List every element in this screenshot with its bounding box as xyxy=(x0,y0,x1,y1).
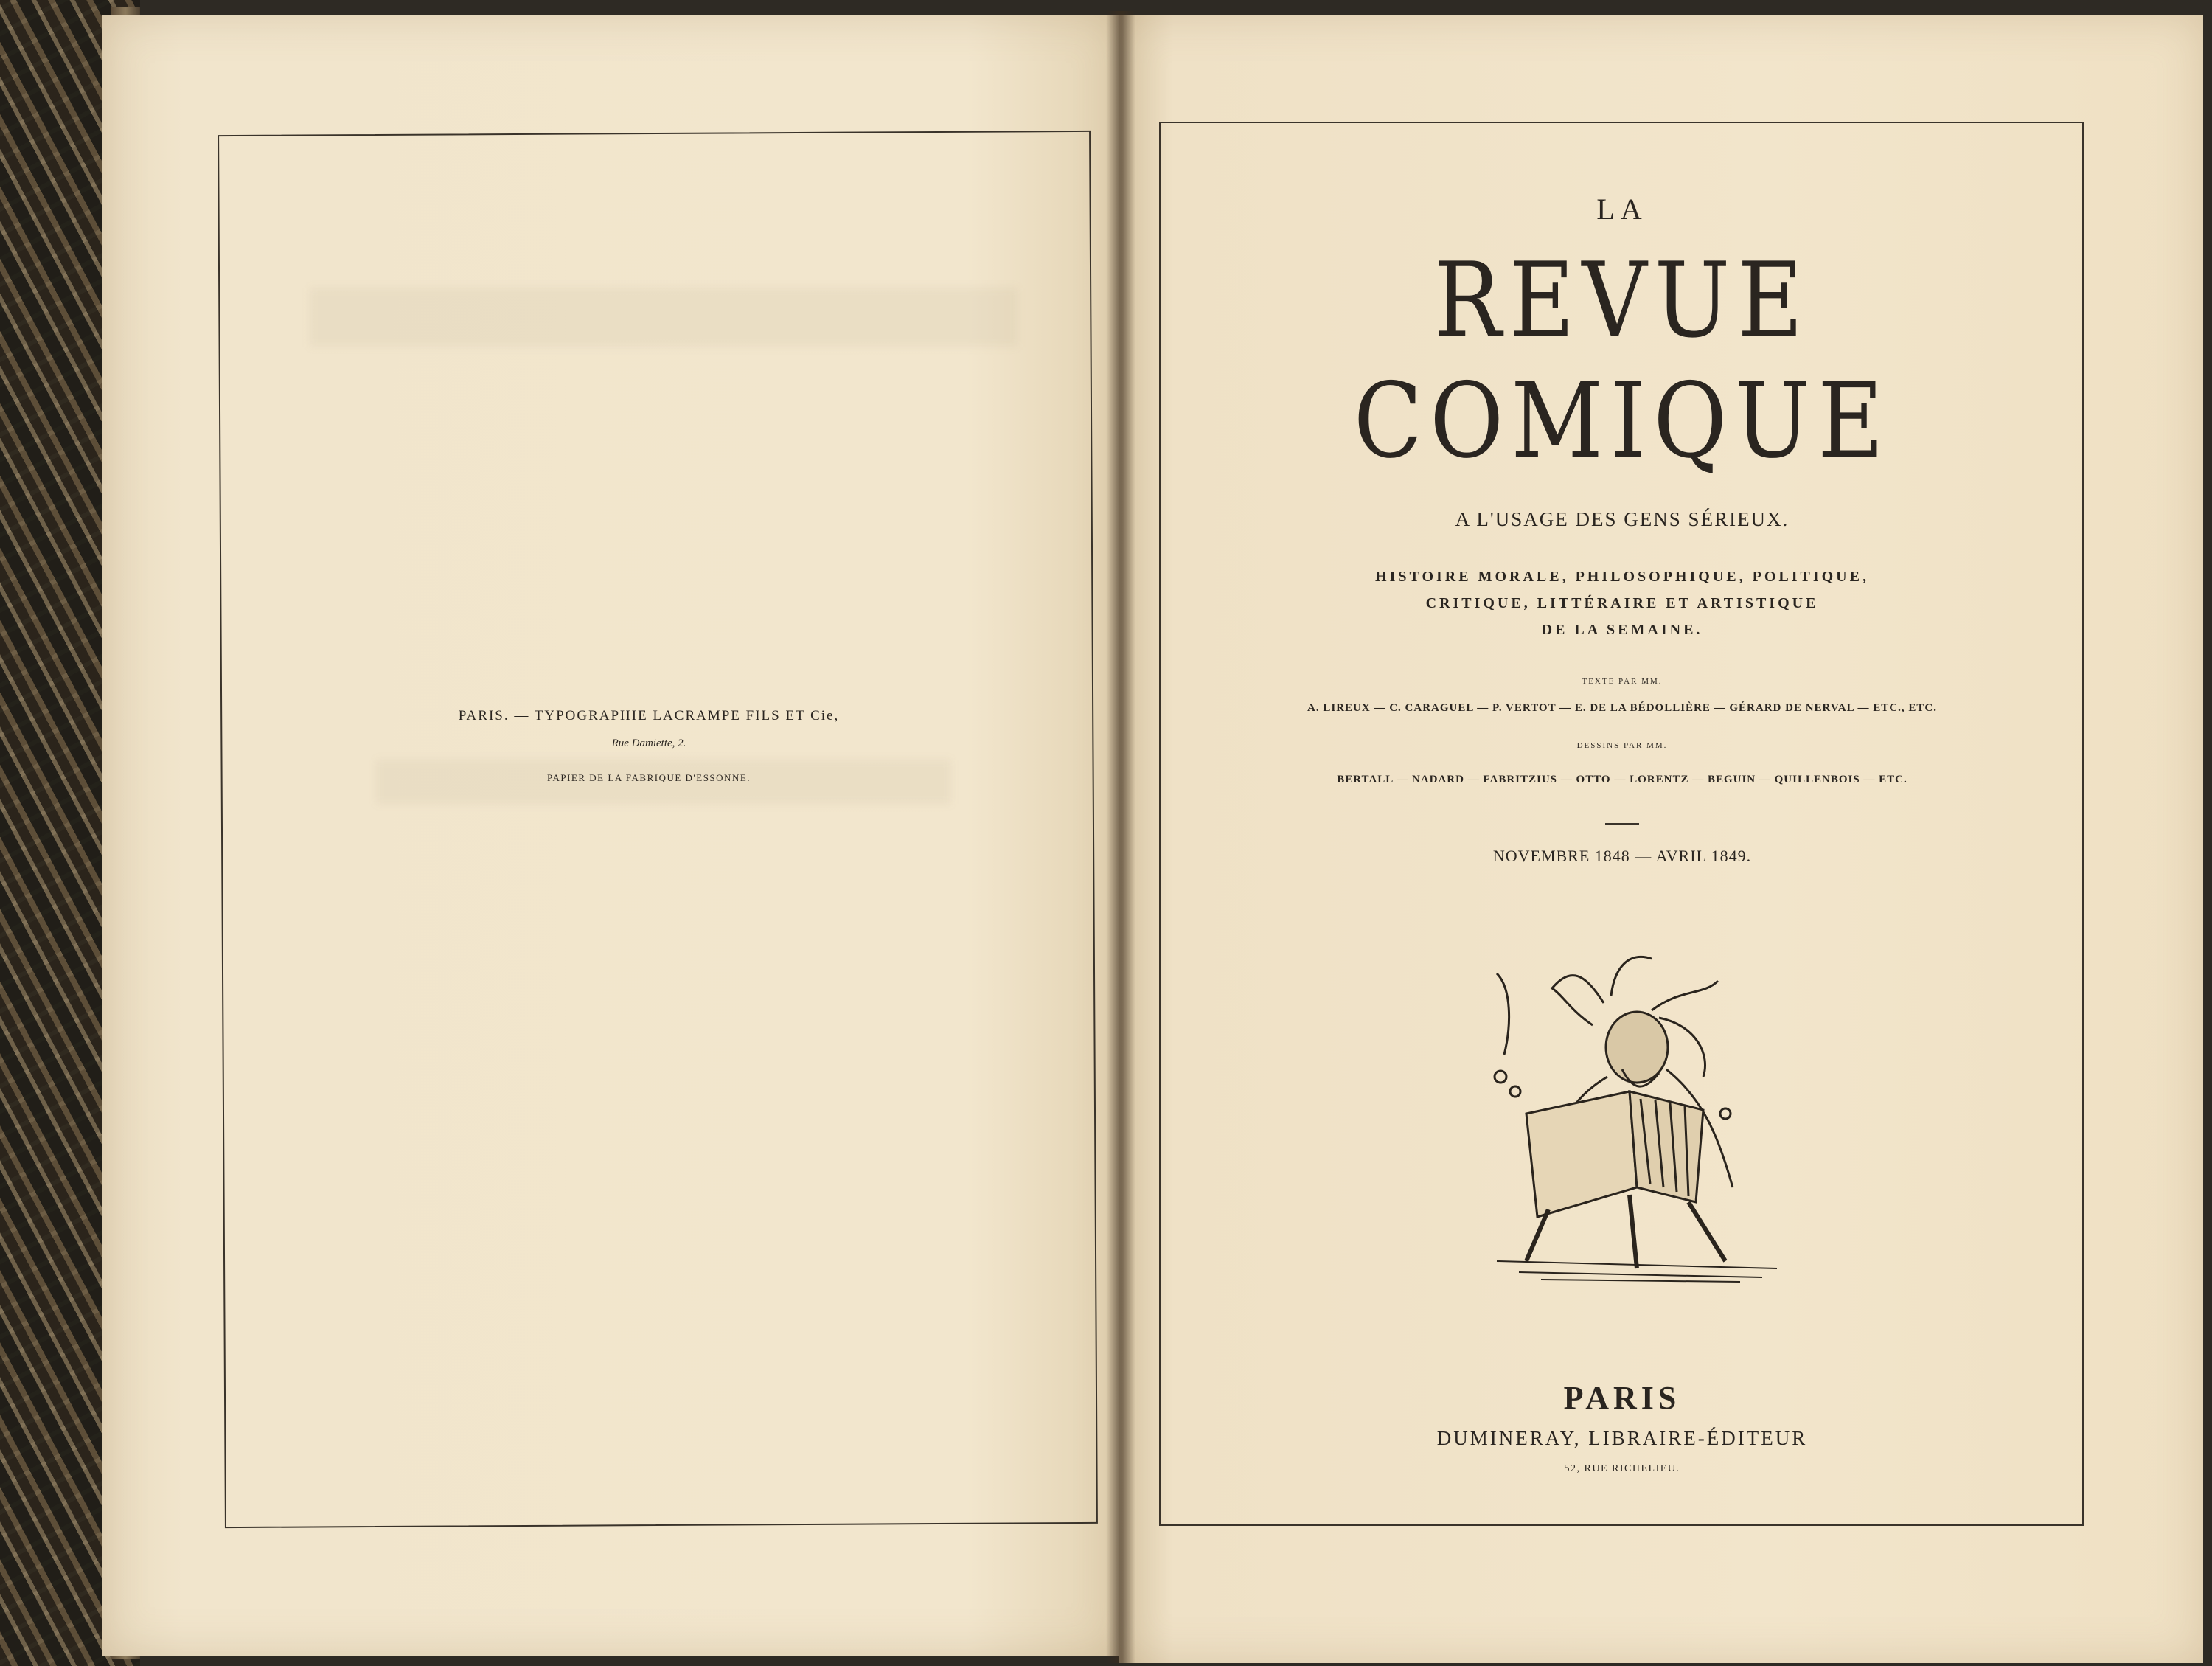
imprint-address: 52, RUE RICHELIEU. xyxy=(1564,1463,1680,1474)
imprint-publisher: DUMINERAY, LIBRAIRE-ÉDITEUR xyxy=(1436,1427,1808,1449)
illustrators-list: BERTALL — NADARD — FABRITZIUS — OTTO — LORENTZ — BEGUIN — QUILLENBOIS — ETC. xyxy=(1337,774,1907,785)
printer-street: Rue Damiette, 2. xyxy=(611,737,686,749)
paper-mill-line: PAPIER DE LA FABRIQUE D'ESSONNE. xyxy=(546,772,751,783)
description-line: HISTOIRE MORALE, PHILOSOPHIQUE, POLITIQUE, xyxy=(1375,569,1869,585)
subtitle: A L'USAGE DES GENS SÉRIEUX. xyxy=(1455,508,1790,530)
page-title: REVUE COMIQUE xyxy=(1353,240,1891,482)
publication-dates: NOVEMBRE 1848 — AVRIL 1849. xyxy=(1492,847,1752,865)
book-gutter xyxy=(1106,11,1135,1663)
divider-rule xyxy=(1605,823,1639,825)
printer-line: PARIS. — TYPOGRAPHIE LACRAMPE FILS ET Cie, xyxy=(458,708,840,723)
title-article: LA xyxy=(1596,192,1648,226)
description xyxy=(1165,563,2079,643)
description-line: DE LA SEMAINE. xyxy=(1541,622,1703,638)
printer-colophon xyxy=(413,708,885,784)
description-line: CRITIQUE, LITTÉRAIRE ET ARTISTIQUE xyxy=(1425,595,1819,611)
text-by-label: TEXTE PAR MM. xyxy=(1582,677,1663,686)
title-block xyxy=(1165,192,2079,866)
imprint-city: PARIS xyxy=(1563,1380,1681,1416)
drawings-by-label: DESSINS PAR MM. xyxy=(1576,741,1668,750)
imprint xyxy=(1165,1379,2079,1475)
show-through-shadow xyxy=(310,288,1018,347)
jester-engraving-icon xyxy=(1482,944,1799,1283)
authors-list: A. LIREUX — C. CARAGUEL — P. VERTOT — E. DE LA BÉDOLLIÈRE — GÉRARD DE NERVAL — ETC., ETC. xyxy=(1307,702,1937,714)
